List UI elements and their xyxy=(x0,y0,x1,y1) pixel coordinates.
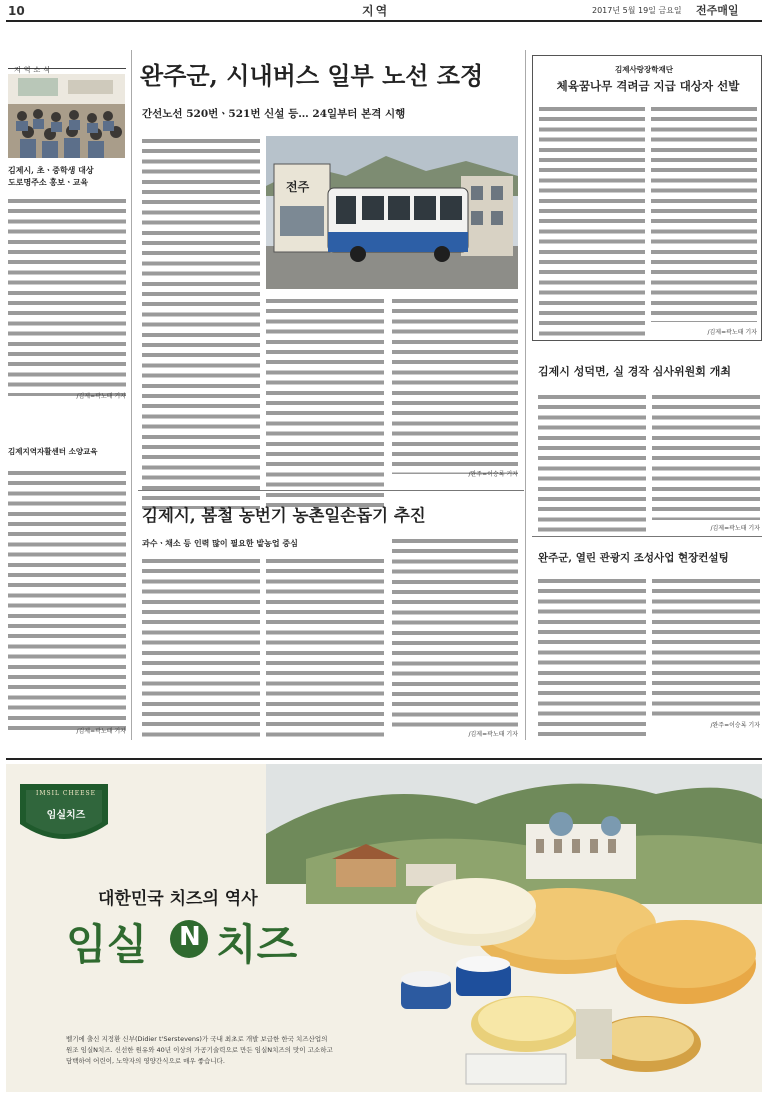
seongdeok-byline: /김제=곽노태 기자 xyxy=(710,525,760,532)
ad-brand-wordmark xyxy=(66,912,366,972)
imsil-cheese-ad xyxy=(6,764,762,1092)
classroom-photo xyxy=(8,74,125,158)
farm-headline: 김제시, 봄철 농번기 농촌일손돕기 추진 xyxy=(142,506,426,525)
sidebar-story2-body xyxy=(8,468,126,730)
lead-headline: 완주군, 시내버스 일부 노선 조정 xyxy=(140,61,484,90)
bus-photo xyxy=(266,136,518,289)
ad-tagline: 대한민국 치즈의 역사 xyxy=(98,889,258,909)
lead-byline: /완주=이승록 기자 xyxy=(468,471,518,478)
main-right-divider xyxy=(525,50,526,740)
farm-byline: /김제=곽노태 기자 xyxy=(468,731,518,738)
farm-body-col2 xyxy=(266,556,384,739)
ad-brand-right: 치즈 xyxy=(216,920,298,969)
seongdeok-headline: 김제시 성덕면, 실 경작 심사위원회 개최 xyxy=(538,365,731,378)
ad-body-line1: 벨기에 출신 지정환 신부(Didier t'Serstevens)가 국내 최초로 개발 보급한 한국 치즈산업의 xyxy=(66,1035,328,1043)
sidebar-story1-headline-line1: 김제시, 초ㆍ중학생 대상 xyxy=(8,165,94,175)
ad-top-rule xyxy=(6,758,762,760)
lead-bottom-rule xyxy=(138,490,524,491)
section-title: 지역 xyxy=(362,4,390,18)
tourism-byline: /완주=이승록 기자 xyxy=(710,722,760,729)
ad-body-line3: 담백하여 어린이, 노약자의 영양간식으로 매우 좋습니다. xyxy=(66,1057,225,1065)
farm-body-col1 xyxy=(142,556,260,739)
bus-sign-text: 전주 xyxy=(286,180,310,194)
tourism-body-col2 xyxy=(652,576,760,716)
sidebar-story1-headline-line2: 도로명주소 홍보ㆍ교육 xyxy=(8,177,89,187)
scholarship-kicker: 김제사랑장학재단 xyxy=(615,65,673,74)
seongdeok-body-col1 xyxy=(538,392,646,532)
sidebar-tag xyxy=(8,57,126,74)
scholarship-body-col1 xyxy=(539,104,645,336)
masthead-rule xyxy=(6,20,762,22)
issue-date: 2017년 5월 19일 금요일 xyxy=(592,6,682,15)
sidebar-story1-body xyxy=(8,196,126,396)
scholarship-body-col2 xyxy=(651,104,757,322)
ad-body-line2: 원조 임실N치즈. 신선한 원유와 40년 이상의 가공기술력으로 만든 임실N치즈의 맛이 고소하고 xyxy=(66,1046,333,1054)
scholarship-headline: 체육꿈나무 격려금 지급 대상자 선발 xyxy=(556,79,740,93)
sidebar-story1-headline xyxy=(8,164,126,188)
ad-brand-left: 임실 xyxy=(66,920,148,969)
sidebar-story2-headline: 김제지역자활센터 소양교육 xyxy=(8,447,98,456)
farm-body-col3 xyxy=(392,536,518,729)
ad-logo-top: IMSIL CHEESE xyxy=(36,790,96,797)
lead-body-col1 xyxy=(142,136,260,509)
sidebar-divider xyxy=(131,50,132,740)
seongdeok-body-col2 xyxy=(652,392,760,520)
scholarship-box xyxy=(532,55,762,341)
tourism-body-col1 xyxy=(538,576,646,736)
sidebar-tag-label: 지역소식 xyxy=(14,66,54,74)
sidebar-story1-byline: /김제=곽노태 기자 xyxy=(76,393,126,400)
ad-brand-mid: N xyxy=(179,922,201,952)
sidebar-story2-byline: /김제=곽노태 기자 xyxy=(76,728,126,735)
page-number: 10 xyxy=(8,4,25,18)
right-mid-rule xyxy=(532,536,762,537)
scholarship-byline: /김제=곽노태 기자 xyxy=(707,329,757,336)
tourism-headline: 완주군, 열린 관광지 조성사업 현장컨설팅 xyxy=(538,552,729,564)
ad-body-copy xyxy=(66,1034,396,1067)
lead-body-col3 xyxy=(392,296,518,474)
farm-subhead: 과수ㆍ채소 등 인력 많이 필요한 밭농업 중심 xyxy=(142,539,298,548)
lead-body-col2 xyxy=(266,296,384,509)
lead-subhead: 간선노선 520번ㆍ521번 신설 등… 24일부터 본격 시행 xyxy=(142,108,406,120)
paper-name: 전주매일 xyxy=(696,4,739,17)
ad-logo-brand: 임실치즈 xyxy=(46,810,86,821)
